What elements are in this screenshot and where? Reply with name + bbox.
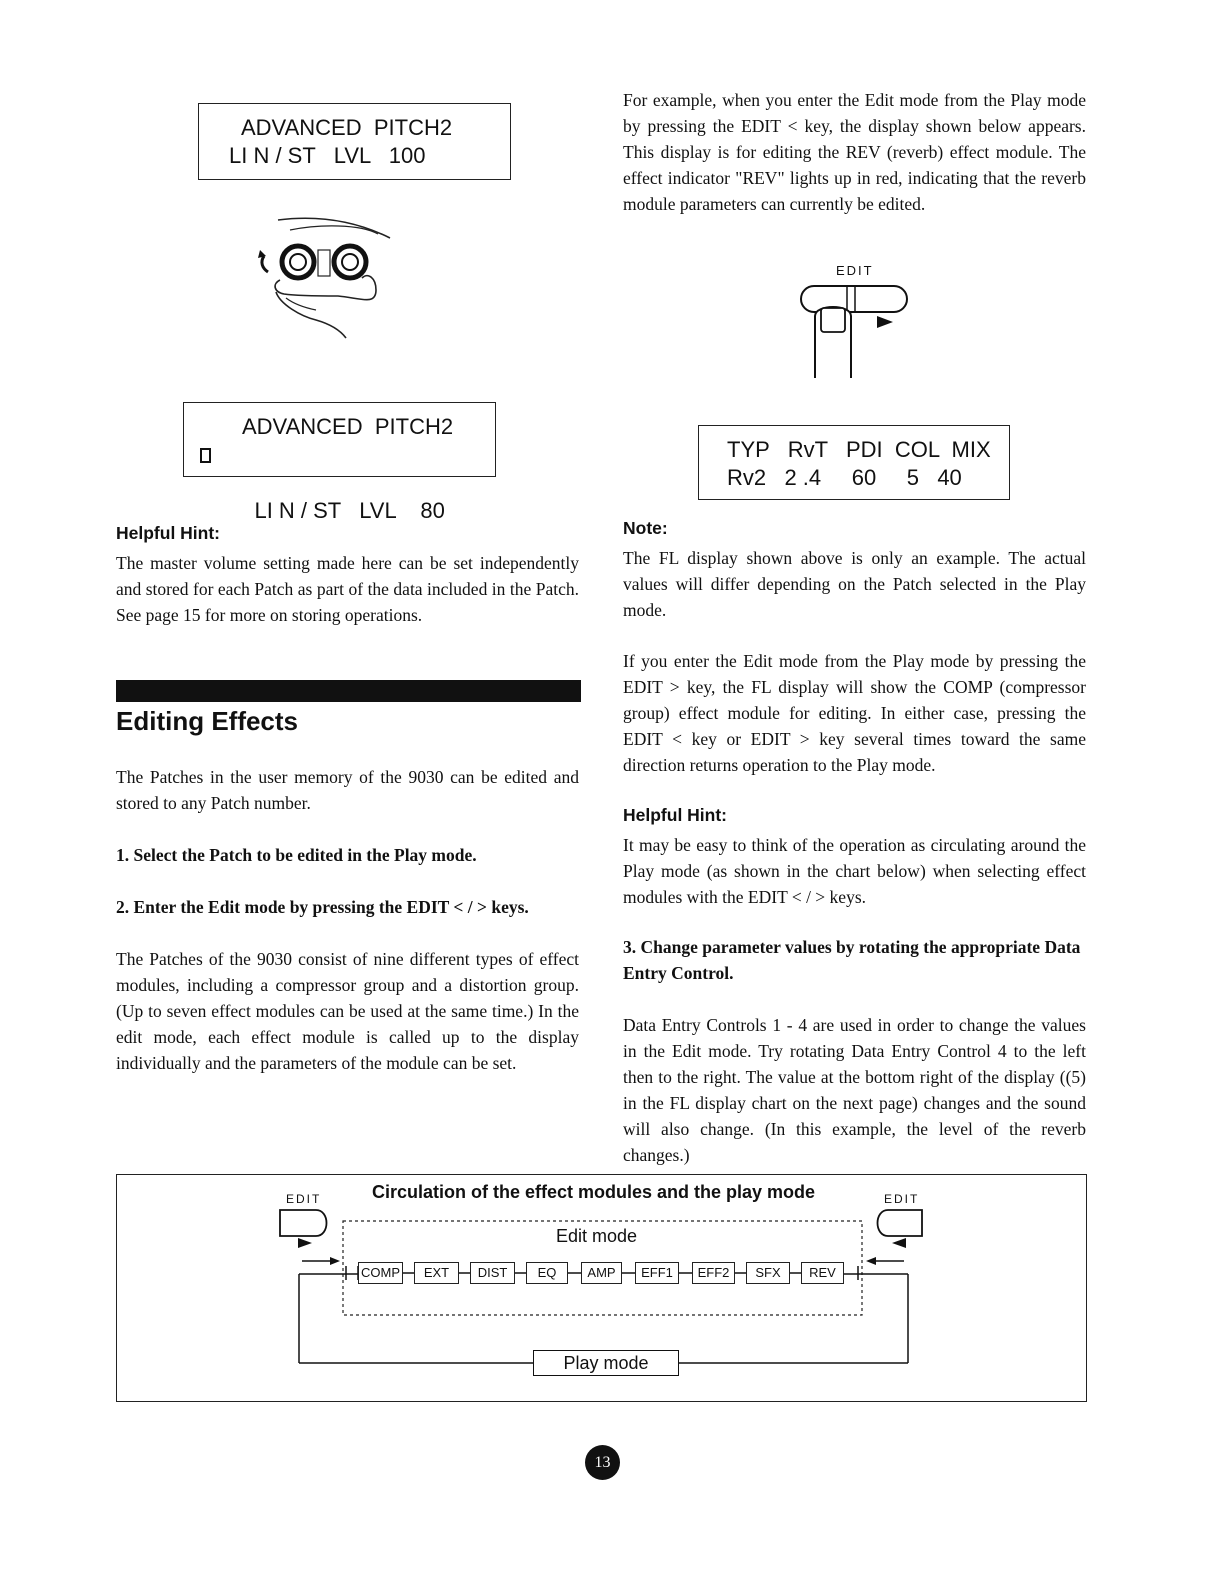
module-ext: EXT — [414, 1262, 459, 1284]
step-2-text: 2. Enter the Edit mode by pressing the EDIT < / > keys. — [116, 897, 529, 917]
module-sfx: SFX — [746, 1262, 790, 1284]
page-number: 13 — [585, 1445, 620, 1480]
module-comp: COMP — [358, 1262, 403, 1284]
helpful-hint-heading: Helpful Hint: — [623, 805, 728, 825]
module-eff2: EFF2 — [692, 1262, 735, 1284]
helpful-hint-heading: Helpful Hint: — [116, 523, 221, 543]
step-3-text: 3. Change parameter values by rotating the appropriate Data Entry Control. — [623, 937, 1081, 983]
modules-text: The Patches of the 9030 consist of nine different types of effect modules, including a compressor group and a distortion group. (Up to seven effect modules can be used at the same time.) In the edit mode, each effect module is called up to the display individually and the parameters of the module can be set. — [116, 949, 579, 1073]
edit-left-label: EDIT — [286, 1192, 322, 1206]
module-dist: DIST — [470, 1262, 515, 1284]
step-1-text: 1. Select the Patch to be edited in the Play mode. — [116, 845, 477, 865]
lcd-line-1: ADVANCED PITCH2 — [242, 414, 454, 439]
lcd-line-2: LI N / ST LVL 100 — [229, 143, 426, 168]
module-eff1: EFF1 — [635, 1262, 679, 1284]
example-text: For example, when you enter the Edit mode from the Play mode by pressing the EDIT < key, the display shown below appears. This display is for editing the REV (reverb) effect module. The effect indicator "REV" lights up in red, indicating that the reverb module parameters can currently be edited. — [623, 90, 1086, 214]
note-text: The FL display shown above is only an example. The actual values will differ depending on the Patch selected in the Play mode. — [623, 548, 1086, 620]
lcd-line-1: ADVANCED PITCH2 — [241, 115, 453, 140]
edit-key-label: EDIT — [836, 263, 874, 278]
play-mode-box: Play mode — [533, 1350, 679, 1376]
intro-text: The Patches in the user memory of the 9030 can be edited and stored to any Patch number. — [116, 767, 579, 813]
data-entry-text: Data Entry Controls 1 - 4 are used in order to change the values in the Edit mode. Try rotating Data Entry Control 4 to the left then to the right. The value at the bottom right of the display ((5) in the FL display chart on the next page) changes and the sound will also change. (In this example, the level of the reverb changes.) — [623, 1015, 1086, 1165]
section-title: Editing Effects — [116, 706, 299, 736]
lcd-line-2: LI N / ST LVL 80 — [254, 498, 445, 523]
module-eq: EQ — [526, 1262, 568, 1284]
module-amp: AMP — [581, 1262, 622, 1284]
helpful-hint-text: It may be easy to think of the operation as circulating around the Play mode (as shown in the chart below) when selecting effect modules with the EDIT < / > keys. — [623, 835, 1086, 907]
helpful-hint-text: The master volume setting made here can be set independently and stored for each Patch as part of the data included in the Patch. See page 15 for more on storing operations. — [116, 553, 579, 625]
edit-right-label: EDIT — [884, 1192, 920, 1206]
module-rev: REV — [801, 1262, 844, 1284]
lcd-line-1: TYP RvT PDI COL MIX — [727, 437, 991, 462]
comp-text: If you enter the Edit mode from the Play mode by pressing the EDIT > key, the FL display will show the COMP (compressor group) effect module for editing. In either case, pressing the EDIT < key or EDIT > key several times toward the same direction returns operation to the Play mode. — [623, 651, 1086, 775]
edit-mode-label: Edit mode — [556, 1226, 638, 1246]
lcd-line-2: Rv2 2 .4 60 5 40 — [727, 465, 962, 490]
diagram-title: Circulation of the effect modules and the play mode — [372, 1182, 816, 1202]
note-heading: Note: — [623, 518, 668, 538]
